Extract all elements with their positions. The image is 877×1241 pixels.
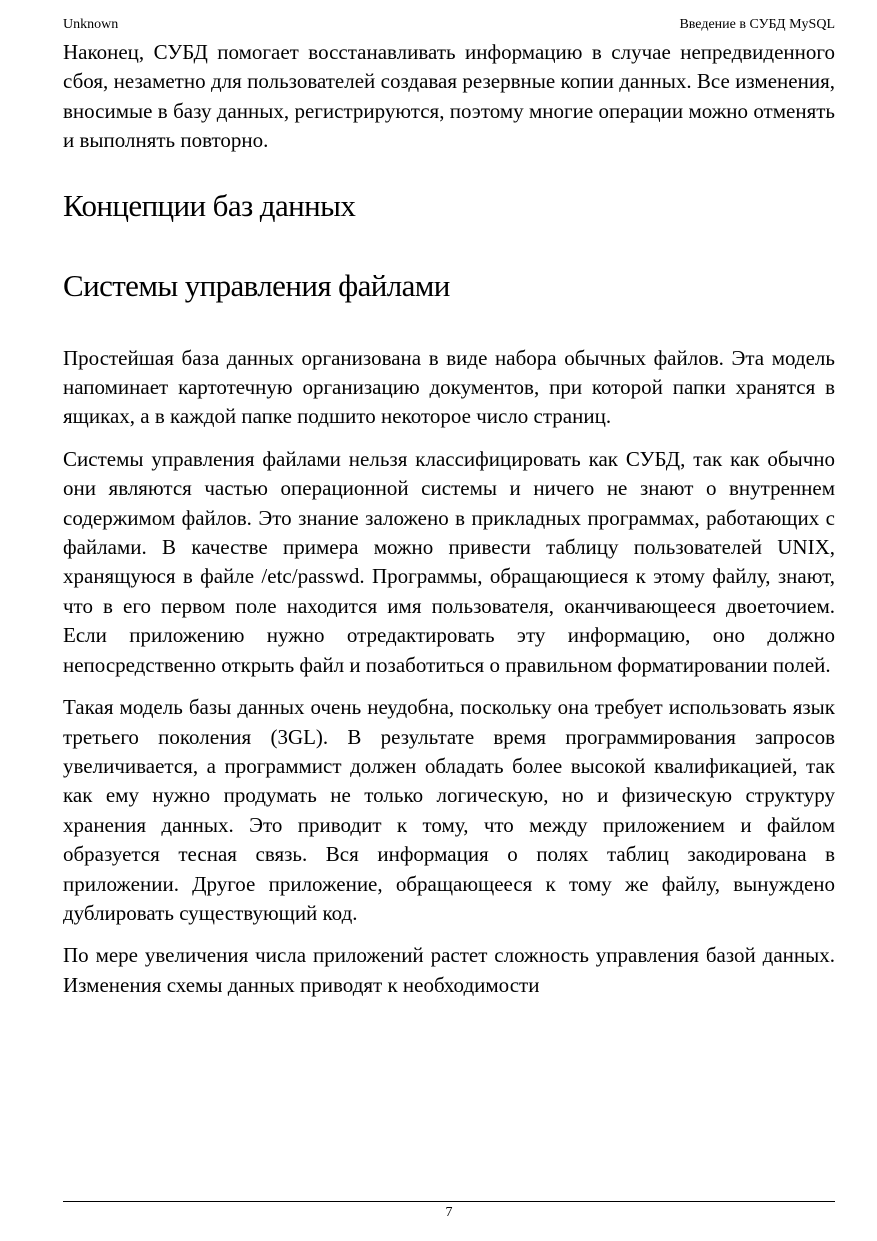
section-heading-database-concepts: Концепции баз данных <box>63 187 356 223</box>
header-book-title: Введение в СУБД MySQL <box>679 17 835 32</box>
page-footer <box>63 1201 835 1224</box>
paragraph-simplest-database: Простейшая база данных организована в виде набора обычных файлов. Эта модель напоминает картотечную организацию документов, при которой папки хранятся в ящиках, а в каждой папке подшито некоторое число страниц. <box>63 345 835 429</box>
page-number: 7 <box>445 1205 453 1220</box>
running-header <box>63 14 835 36</box>
text-body <box>63 36 835 1204</box>
paragraph-model-inconvenience: Такая модель базы данных очень неудобна, поскольку она требует использовать язык третьего поколения (3GL). В результате время программирования запросов увеличивается, а программист должен обладать более высокой квалификацией, так как ему нужно продумать не только логическую, но и физическую структуру хранения данных. Это приводит к тому, что между приложением и файлом образуется тесная связь. Вся информация о полях таблиц закодирована в приложении. Другое приложение, обращающееся к тому же файлу, вынуждено дублировать существующий код. <box>63 695 835 925</box>
paragraph-file-systems-not-dbms: Системы управления файлами нельзя классифицировать как СУБД, так как обычно они являются частью операционной системы и ничего не знают о внутреннем содержимом файлов. Это знание заложено в прикладных программах, работающих с файлами. В качестве примера можно привести таблицу пользователей UNIX, хранящуюся в файле /etc/passwd. Программы, обращающиеся к этому файлу, знают, что в его первом поле находится имя пользователя, оканчивающееся двоеточием. Если приложению нужно отредактировать эту информацию, оно должно непосредственно открыть файл и позаботиться о правильном форматировании полей. <box>63 446 835 677</box>
header-author: Unknown <box>63 17 119 32</box>
subsection-heading-file-management-systems: Системы управления файлами <box>63 267 450 303</box>
paragraph-growing-complexity: По мере увеличения числа приложений растет сложность управления базой данных. Изменения схемы данных приводят к необходимости <box>63 943 835 997</box>
document-page <box>63 14 835 1224</box>
paragraph-dbms-recovery: Наконец, СУБД помогает восстанавливать информацию в случае непредвиденного сбоя, незаметно для пользователей создавая резервные копии данных. Все изменения, вносимые в базу данных, регистрируются, поэтому многие операции можно отменять и выполнять повторно. <box>63 40 835 153</box>
